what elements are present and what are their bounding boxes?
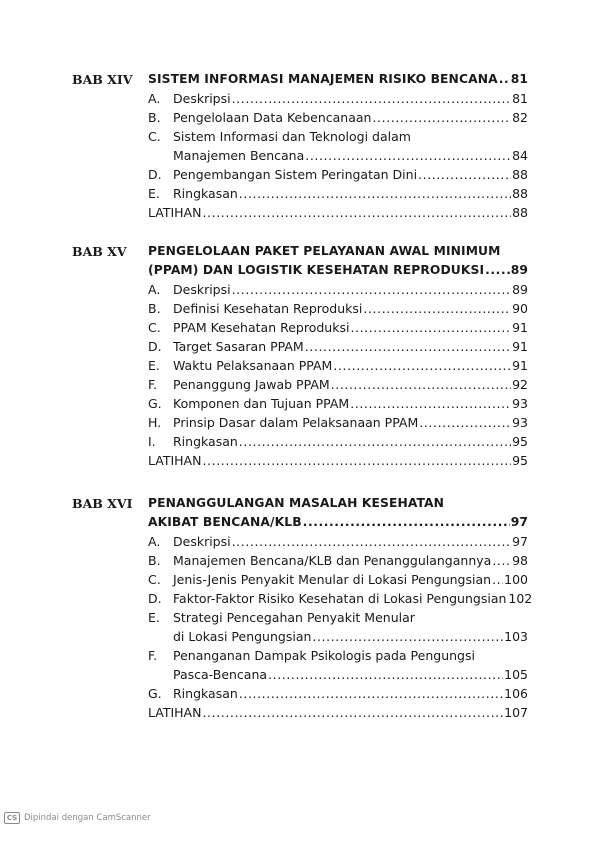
entry-text: Penanggung Jawab PPAM [173,377,330,392]
scanner-watermark-text: Dipindai dengan CamScanner [24,813,151,823]
entry-text: Deskripsi [173,91,231,106]
leader-dots [485,261,510,280]
entry-letter: D. [148,167,162,182]
leader-dots [312,627,503,646]
page-number: 88 [512,205,528,220]
entry-text: Sistem Informasi dan Teknologi dalam [173,129,411,144]
leader-dots [492,570,503,589]
leader-dots [202,703,503,722]
toc-entry[interactable] [148,532,528,551]
leader-dots [419,413,511,432]
leader-dots [239,184,511,203]
leader-dots [239,432,511,451]
chapter-number: BAB XVI [72,496,133,511]
page-number: 89 [510,263,528,277]
toc-entry-latihan[interactable] [148,203,528,222]
toc-entry[interactable] [148,108,528,127]
page-number: 100 [504,572,528,587]
toc-entry[interactable] [148,608,528,627]
leader-dots [372,108,511,127]
entry-text: Deskripsi [173,534,231,549]
chapter-title-entry[interactable] [148,513,528,532]
leader-dots [305,146,511,165]
page-number: 90 [512,301,528,316]
page-number: 81 [510,72,528,86]
leader-dots [239,684,503,703]
leader-dots [232,89,511,108]
page-number: 93 [512,396,528,411]
entry-letter: G. [148,686,162,701]
page-number: 91 [512,339,528,354]
toc-entry[interactable] [148,299,528,318]
toc-entry[interactable] [148,413,528,432]
toc-entry[interactable] [148,646,528,665]
entry-letter: A. [148,282,161,297]
entry-text: Strategi Pencegahan Penyakit Menular [173,610,415,625]
chapter-title-entry[interactable] [148,70,528,89]
toc-entry[interactable] [148,89,528,108]
chapter-title: SISTEM INFORMASI MANAJEMEN RISIKO BENCANA [148,72,498,86]
entry-text-continued: di Lokasi Pengungsian [173,629,312,644]
entry-letter: H. [148,415,162,430]
entry-letter: E. [148,186,160,201]
toc-entry[interactable] [148,337,528,356]
page-number: 95 [512,453,528,468]
entry-text: Manajemen Bencana/KLB dan Penanggulangannya [173,553,492,568]
entry-letter: F. [148,648,158,663]
entry-text: Waktu Pelaksanaan PPAM [173,358,333,373]
page-number: 88 [512,167,528,182]
toc-entry[interactable] [148,570,528,589]
entry-letter: A. [148,91,161,106]
toc-entry[interactable] [148,551,528,570]
leader-dots [202,203,511,222]
entry-text: LATIHAN [148,453,202,468]
page-number: 98 [512,553,528,568]
chapter-number: BAB XIV [72,72,133,87]
leader-dots [202,451,511,470]
toc-entry-latihan[interactable] [148,703,528,722]
entry-text: Ringkasan [173,186,238,201]
entry-text: Pengembangan Sistem Peringatan Dini [173,167,418,182]
page-number: 91 [512,320,528,335]
toc-entry[interactable] [148,356,528,375]
leader-dots [268,665,503,684]
leader-dots [232,532,511,551]
entry-letter: C. [148,572,161,587]
page-number: 93 [512,415,528,430]
entry-letter: C. [148,320,161,335]
toc-entry[interactable] [148,280,528,299]
leader-dots [303,513,510,532]
page-number: 92 [512,377,528,392]
page-number: 84 [512,148,528,163]
chapter-title-line: PENGELOLAAN PAKET PELAYANAN AWAL MINIMUM [148,244,501,258]
page-number: 106 [504,686,528,701]
toc-entry-continuation[interactable] [148,146,528,165]
entry-letter: D. [148,339,162,354]
toc-entry-continuation[interactable] [148,627,528,646]
chapter-title: (PPAM) DAN LOGISTIK KESEHATAN REPRODUKSI [148,263,485,277]
chapter-title: AKIBAT BENCANA/KLB [148,515,302,529]
toc-entry-continuation[interactable] [148,665,528,684]
toc-entry[interactable] [148,318,528,337]
page-number: 103 [504,629,528,644]
toc-entry[interactable] [148,684,528,703]
toc-entry[interactable] [148,589,533,608]
toc-entry[interactable] [148,394,528,413]
entry-text: Jenis-Jenis Penyakit Menular di Lokasi Pengungsian [173,572,492,587]
leader-dots [418,165,511,184]
chapter-entries [148,70,528,222]
entry-letter: G. [148,396,162,411]
entry-text: Target Sasaran PPAM [173,339,304,354]
leader-dots [333,356,511,375]
entry-letter: B. [148,301,161,316]
entry-text: Definisi Kesehatan Reproduksi [173,301,363,316]
chapter-entries [148,242,528,470]
entry-text-continued: Pasca-Bencana [173,667,268,682]
entry-text: LATIHAN [148,705,202,720]
entry-text: Komponen dan Tujuan PPAM [173,396,350,411]
page-number: 105 [504,667,528,682]
leader-dots [331,375,511,394]
chapter-title-line: PENANGGULANGAN MASALAH KESEHATAN [148,496,445,510]
entry-letter: D. [148,591,162,606]
entry-text: Faktor-Faktor Risiko Kesehatan di Lokasi Pengungsian [173,591,507,606]
entry-letter: E. [148,358,160,373]
entry-text: Pengelolaan Data Kebencanaan [173,110,372,125]
entry-text: Ringkasan [173,686,238,701]
page-number: 107 [504,705,528,720]
leader-dots [363,299,511,318]
entry-letter: E. [148,610,160,625]
page-number: 97 [510,515,528,529]
toc-entry-latihan[interactable] [148,451,528,470]
page-number: 91 [512,358,528,373]
leader-dots [350,318,511,337]
entry-text: LATIHAN [148,205,202,220]
entry-text-continued: Manajemen Bencana [173,148,305,163]
page-number: 82 [512,110,528,125]
camscanner-logo-icon: CS [4,812,20,824]
leader-dots [232,280,511,299]
entry-letter: F. [148,377,158,392]
leader-dots [350,394,511,413]
entry-letter: B. [148,553,161,568]
toc-entry[interactable] [148,184,528,203]
chapter-number: BAB XV [72,244,127,259]
entry-text: PPAM Kesehatan Reproduksi [173,320,350,335]
toc-entry[interactable] [148,165,528,184]
page-number: 81 [512,91,528,106]
page-number: 102 [508,591,533,606]
entry-letter: I. [148,434,156,449]
scanner-watermark [4,812,151,824]
page-number: 88 [512,186,528,201]
chapter-title-entry[interactable] [148,261,528,280]
toc-entry[interactable] [148,432,528,451]
entry-letter: B. [148,110,161,125]
entry-text: Deskripsi [173,282,231,297]
page-number: 97 [512,534,528,549]
toc-entry[interactable] [148,375,528,394]
chapter-entries [148,494,533,722]
entry-letter: C. [148,129,161,144]
entry-text: Ringkasan [173,434,238,449]
page-number: 89 [512,282,528,297]
leader-dots [499,70,510,89]
leader-dots [305,337,511,356]
leader-dots [492,551,511,570]
toc-entry[interactable] [148,127,528,146]
page-number: 95 [512,434,528,449]
entry-text: Penanganan Dampak Psikologis pada Pengungsi [173,648,475,663]
entry-letter: A. [148,534,161,549]
entry-text: Prinsip Dasar dalam Pelaksanaan PPAM [173,415,419,430]
